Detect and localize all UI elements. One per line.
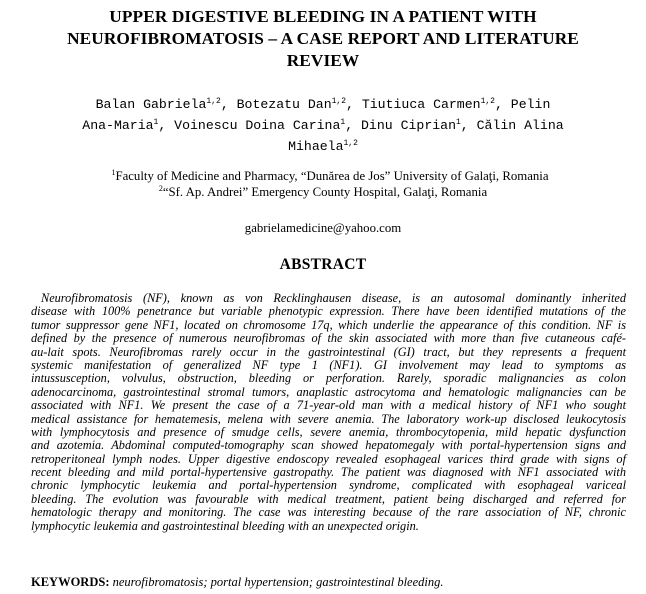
author-name-part: Ana-Maria: [82, 118, 154, 133]
abstract-line: lymphocytic leukemia and gastrointestinal bleeding with an unexpected origin.: [31, 518, 419, 533]
author-name-part: Mihaela: [288, 139, 344, 154]
title-line: NEUROFIBROMATOSIS – A CASE REPORT AND LITERATURE: [67, 29, 579, 48]
author-name: Tiutiuca Carmen: [361, 97, 481, 112]
affiliations: [0, 168, 646, 200]
author-affil-mark: 1: [153, 118, 159, 127]
abstract-heading: ABSTRACT: [279, 256, 367, 273]
abstract-line: retroperitoneal lymph nodes. Upper digestive endoscopy revealed esophageal varices third grade with signs of: [31, 451, 626, 466]
author-name-part: Călin Alina: [476, 118, 564, 133]
title-line: UPPER DIGESTIVE BLEEDING IN A PATIENT WITH: [109, 7, 537, 26]
abstract-line: Neurofibromatosis (NF), known as von Recklinghausen disease, is an autosomal dominantly inherited: [41, 291, 626, 305]
affiliation: $^1$Faculty of Medicine and Pharmacy, “Dunărea de Jos” University of Galaţi, Romania: [111, 168, 549, 183]
abstract-line: systemic manifestation of generalized NF type 1 (NF1). GI involvement may lead to symptoms as: [31, 357, 626, 372]
abstract-line: intussusception, volvulus, obstruction, bleeding or perforation. Rarely, sporadic malignancies as colon: [31, 371, 626, 386]
abstract-line: hematologic therapy and monitoring. The case was interesting because of the rare association of NF, chronic: [31, 505, 626, 520]
abstract-line: with lymphocytosis and presence of smudge cells, severe anemia, thrombocytopenia, mild hepatic dysfunction: [31, 424, 626, 439]
abstract-line: tumor suppressor gene NF1, located on chromosome 17q, which underlie the appearance of this condition. NF is: [31, 317, 626, 332]
author-name: Botezatu Dan: [236, 97, 332, 112]
affiliation: $^2$“Sf. Ap. Andrei” Emergency County Hospital, Galaţi, Romania: [158, 184, 488, 199]
author-affil-mark: 1,2: [480, 97, 495, 106]
abstract-line: chronic lymphocytic leukemia and portal-hypertension syndrome, complicated with esophageal variceal: [31, 478, 626, 493]
abstract-line: defined by the presence of numerous neurofibromas of the skin associated with more than five cutaneous café-: [31, 331, 626, 346]
abstract-line: bleeding. The evolution was favourable with medical treatment, patient being discharged and referred for: [31, 491, 626, 506]
author-affil-mark: 1,2: [331, 97, 347, 106]
title-line: REVIEW: [286, 51, 360, 70]
abstract-line: associated with NF1. We present the case of a 71-year-old man with a medical history of NF1 who sought: [31, 398, 626, 413]
author-line: [10, 136, 636, 157]
abstract-line: disease with 100% penetrance but variable phenotypic expression. There have been identified mutations of the: [31, 304, 626, 319]
abstract-line: adenocarcinoma, gastrointestinal stromal tumors, anaplastic astrocytoma and hematologic malignancies can be: [31, 384, 626, 399]
author-name: Dinu Ciprian: [361, 118, 456, 133]
author-affil-mark: 1: [340, 118, 346, 127]
author-line: Balan Gabriela$^{1,2}$, Botezatu Dan$^{1,2}$, Tiutiuca Carmen$^{1,2}$, Pelin: [95, 97, 551, 112]
abstract-line: medical assistance for hematemesis, melena with severe anemia. The laboratory work-up disclosed leukocytosis: [31, 411, 626, 426]
author-name-part: Pelin: [510, 97, 551, 112]
abstract-line: au-lait spots. Neurofibromas rarely occur in the gastrointestinal (GI) tract, but they represents a frequent: [31, 344, 626, 359]
contact-email: gabrielamedicine@yahoo.com: [244, 221, 402, 235]
author-name: Balan Gabriela: [95, 97, 207, 112]
abstract-body: [31, 292, 626, 533]
author-affil-mark: 1,2: [206, 97, 221, 106]
author-list: [10, 94, 636, 157]
author-affil-mark: 1,2: [343, 139, 358, 148]
author-line: Ana-Maria$^1$, Voinescu Doina Carina$^1$, Dinu Ciprian$^1$, Călin Alina: [82, 118, 564, 133]
author-affil-mark: 1: [455, 118, 461, 127]
abstract-line: recent bleeding and mild portal-hypertensive gastropathy. The patient was diagnosed with NF1 associated with: [31, 465, 626, 480]
keywords-text: neurofibromatosis; portal hypertension; gastrointestinal bleeding.: [112, 575, 444, 589]
keywords: [31, 575, 444, 590]
keywords-label: KEYWORDS:: [31, 575, 110, 589]
abstract-line: and azotemia. Abdominal computed-tomography scan showed hepatomegaly with portal-hypertension signs and: [31, 438, 626, 453]
paper-title: [12, 6, 634, 72]
author-name: Voinescu Doina Carina: [174, 118, 341, 133]
